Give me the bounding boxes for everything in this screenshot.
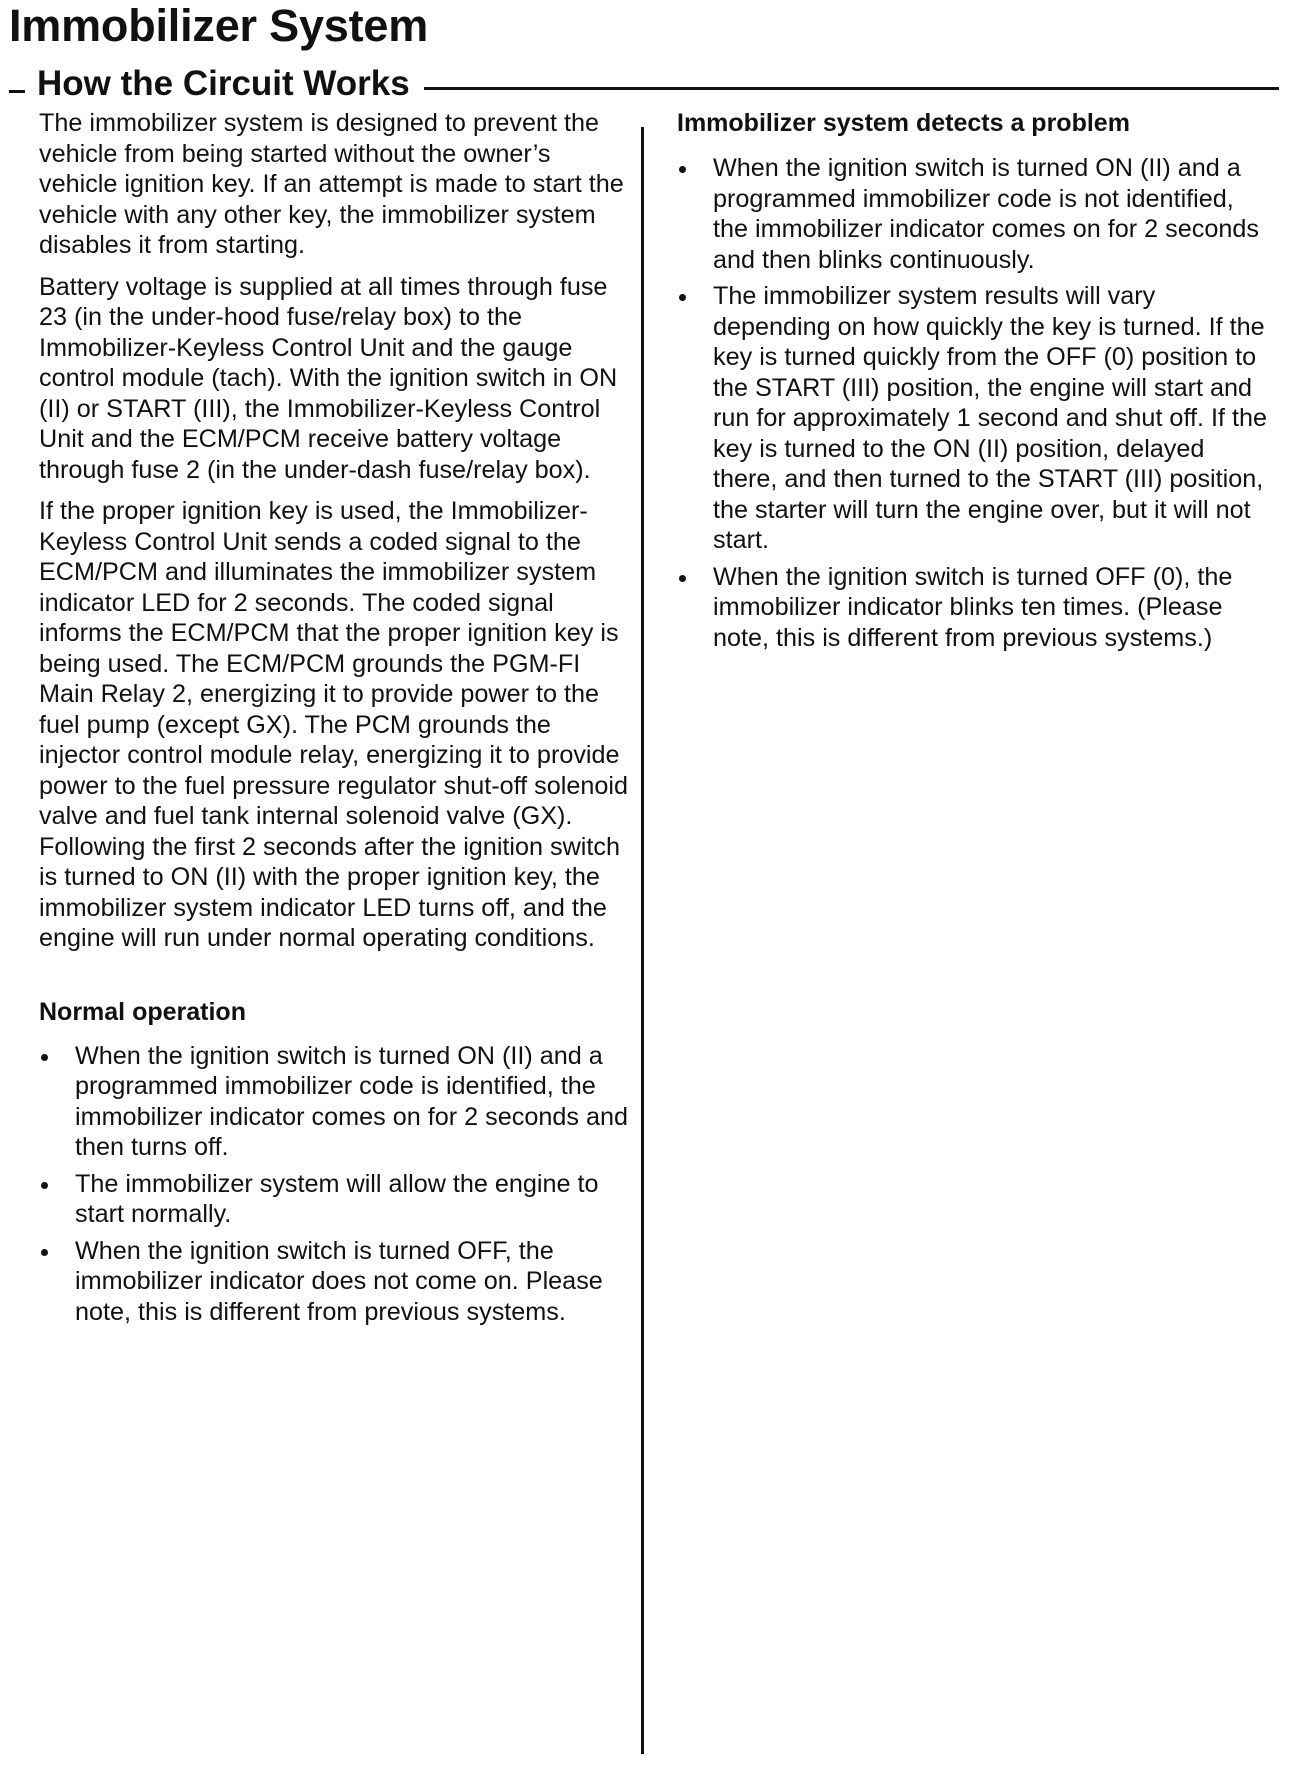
- problem-detection-list: [677, 153, 1267, 653]
- column-divider: [641, 127, 644, 1754]
- section-dash: [9, 90, 25, 93]
- intro-paragraph: The immobilizer system is designed to prevent the vehicle from being started without the owner’s vehicle ignition key. If an attempt is made to start the vehicle with any other key, the immobilizer system disables it from starting.: [39, 109, 624, 259]
- left-column: [39, 108, 629, 1333]
- right-column: [677, 108, 1267, 659]
- power-supply-paragraph: Battery voltage is supplied at all times through fuse 23 (in the under-hood fuse/relay box) to the Immobilizer-Keyless Control Unit and the gauge control module (tach). With the ignition switch in ON (II) or START (III), the Immobilizer-Keyless Control Unit and the ECM/PCM receive battery voltage through fuse 2 (in the under-dash fuse/relay box).: [39, 272, 618, 484]
- list-item-text: The immobilizer system will allow the engine to start normally.: [75, 1169, 599, 1228]
- list-item: [677, 281, 1267, 556]
- bullet-icon: [41, 1249, 48, 1256]
- section-title: How the Circuit Works: [37, 64, 410, 103]
- list-item: [39, 1041, 629, 1163]
- problem-detection-heading: Immobilizer system detects a problem: [677, 109, 1130, 137]
- list-item-text: The immobilizer system results will vary depending on how quickly the key is turned. If the key is turned quickly from the OFF (0) position to the START (III) position, the engine will start and run for approximately 1 second and shut off. If the key is turned to the ON (II) position, delayed there, and then turned to the START (III) position, the starter will turn the engine over, but it will not start.: [713, 282, 1267, 554]
- bullet-icon: [679, 166, 686, 173]
- normal-operation-list: [39, 1041, 629, 1328]
- page-title: Immobilizer System: [9, 0, 429, 51]
- list-item-text: When the ignition switch is turned OFF (0), the immobilizer indicator blinks ten times. (Please note, this is different from previous systems.): [713, 562, 1233, 652]
- bullet-icon: [41, 1182, 48, 1189]
- section-rule: [424, 87, 1279, 90]
- list-item-text: When the ignition switch is turned OFF, the immobilizer indicator does not come on. Please note, this is different from previous systems.: [75, 1236, 603, 1326]
- proper-key-paragraph: If the proper ignition key is used, the Immobilizer-Keyless Control Unit sends a coded signal to the ECM/PCM and illuminates the immobilizer system indicator LED for 2 seconds. The coded signal informs the ECM/PCM that the proper ignition key is being used. The ECM/PCM grounds the PGM-FI Main Relay 2, energizing it to provide power to the fuel pump (except GX). The PCM grounds the injector control module relay, energizing it to provide power to the fuel pressure regulator shut-off solenoid valve and fuel tank internal solenoid valve (GX). Following the first 2 seconds after the ignition switch is turned to ON (II) with the proper ignition key, the immobilizer system indicator LED turns off, and the engine will run under normal operating conditions.: [39, 497, 628, 952]
- bullet-icon: [679, 575, 686, 582]
- list-item: [39, 1236, 629, 1328]
- normal-operation-heading: Normal operation: [39, 997, 246, 1026]
- list-item: [677, 153, 1267, 275]
- list-item-text: When the ignition switch is turned ON (II) and a programmed immobilizer code is identified, the immobilizer indicator comes on for 2 seconds and then turns off.: [75, 1041, 628, 1161]
- list-item-text: When the ignition switch is turned ON (II) and a programmed immobilizer code is not identified, the immobilizer indicator comes on for 2 seconds and then blinks continuously.: [713, 154, 1259, 274]
- bullet-icon: [41, 1054, 48, 1061]
- list-item: [677, 562, 1267, 654]
- bullet-icon: [679, 294, 686, 301]
- list-item: [39, 1169, 629, 1230]
